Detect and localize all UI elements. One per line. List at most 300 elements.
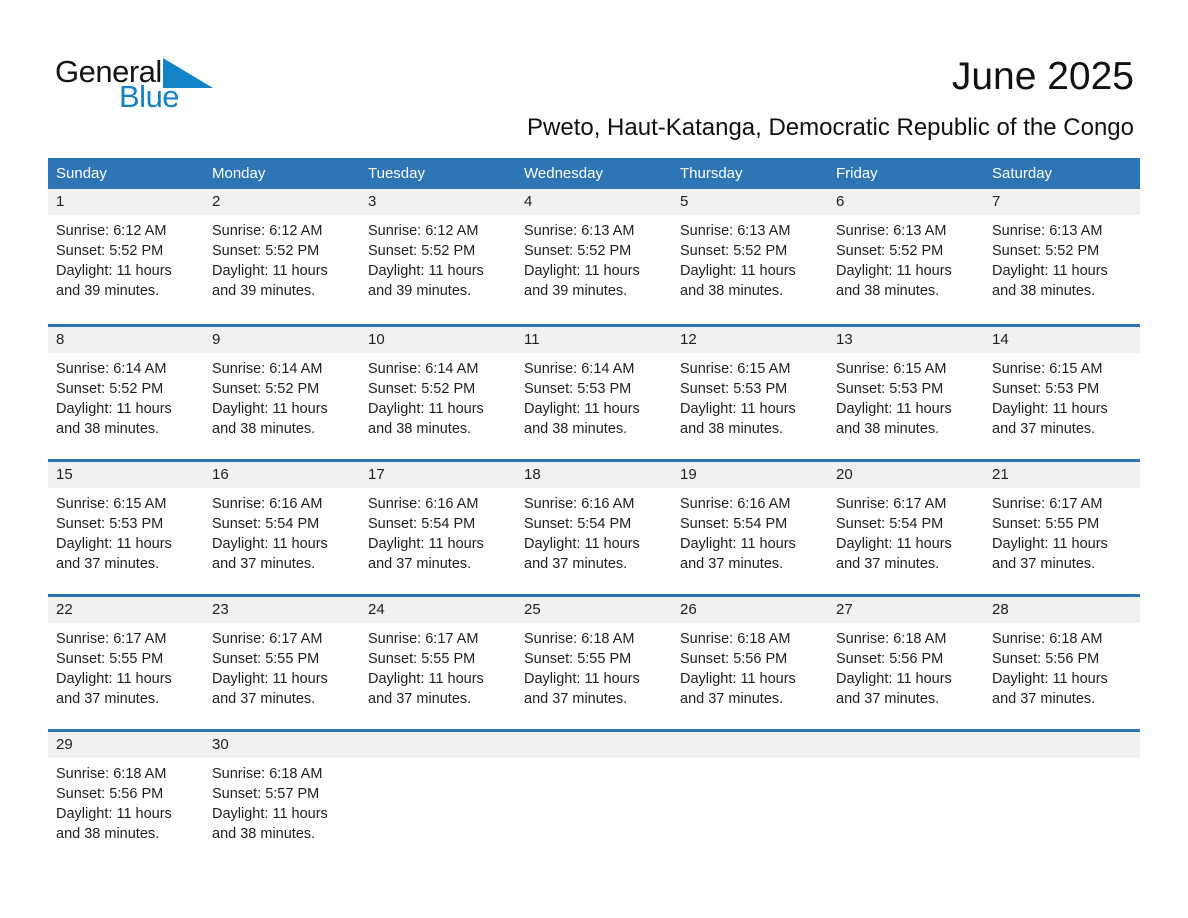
daylight-line — [992, 261, 1128, 301]
sunset-line-label: Sunset: — [524, 381, 574, 397]
day-number: 3 — [360, 189, 516, 215]
day-details — [516, 758, 672, 764]
daylight-line-label: Daylight: — [212, 671, 269, 687]
sunrise-line-value: 6:12 AM — [269, 223, 323, 239]
daylight-line-label: Daylight: — [992, 401, 1049, 417]
sunrise-line-value: 6:17 AM — [893, 496, 947, 512]
sunrise-line — [368, 629, 504, 649]
daylight-line — [212, 669, 348, 709]
day-cell-27 — [828, 597, 984, 729]
sunset-line-label: Sunset: — [992, 381, 1042, 397]
sunrise-line-label: Sunrise: — [524, 631, 578, 647]
sunset-line-label: Sunset: — [368, 381, 418, 397]
sunrise-line — [992, 629, 1128, 649]
day-cell-3 — [360, 189, 516, 324]
sunset-line — [836, 379, 972, 399]
sunset-line-value: 5:53 PM — [577, 381, 632, 397]
weekday-friday: Friday — [836, 165, 878, 182]
sunrise-line-label: Sunrise: — [212, 766, 266, 782]
sunrise-line-label: Sunrise: — [56, 361, 110, 377]
sunrise-line-value: 6:16 AM — [581, 496, 635, 512]
sunrise-line-value: 6:17 AM — [269, 631, 323, 647]
sunset-line-value: 5:53 PM — [889, 381, 944, 397]
week-row — [48, 459, 1140, 594]
day-number: 26 — [672, 597, 828, 623]
daylight-line-value: 11 hours and 37 minutes. — [212, 536, 328, 572]
sunrise-line-value: 6:18 AM — [113, 766, 167, 782]
sunrise-line-value: 6:15 AM — [113, 496, 167, 512]
daylight-line-label: Daylight: — [56, 536, 113, 552]
day-cell-4 — [516, 189, 672, 324]
daylight-line-value: 11 hours and 38 minutes. — [56, 401, 172, 437]
day-number: 23 — [204, 597, 360, 623]
sunrise-line-value: 6:12 AM — [425, 223, 479, 239]
sunset-line-value: 5:55 PM — [577, 651, 632, 667]
daylight-line-label: Daylight: — [212, 536, 269, 552]
day-number: 1 — [48, 189, 204, 215]
day-number: 10 — [360, 327, 516, 353]
sunrise-line — [212, 764, 348, 784]
sunset-line-value: 5:52 PM — [265, 381, 320, 397]
weekday-sunday: Sunday — [56, 165, 107, 182]
sunset-line-value: 5:52 PM — [421, 381, 476, 397]
sunrise-line — [836, 359, 972, 379]
daylight-line-value: 11 hours and 37 minutes. — [992, 536, 1108, 572]
sunset-line-label: Sunset: — [56, 381, 106, 397]
sunrise-line-label: Sunrise: — [680, 223, 734, 239]
sunset-line-label: Sunset: — [212, 516, 262, 532]
sunrise-line-label: Sunrise: — [368, 223, 422, 239]
day-number: 29 — [48, 732, 204, 758]
sunrise-line — [836, 221, 972, 241]
daylight-line-label: Daylight: — [56, 671, 113, 687]
sunset-line — [680, 514, 816, 534]
sunrise-line — [56, 764, 192, 784]
sunset-line-value: 5:56 PM — [109, 786, 164, 802]
week-row — [48, 594, 1140, 729]
day-details — [48, 623, 204, 709]
sunrise-line-label: Sunrise: — [992, 631, 1046, 647]
week-row — [48, 324, 1140, 459]
sunrise-line — [212, 221, 348, 241]
sunset-line — [524, 241, 660, 261]
day-cell-23 — [204, 597, 360, 729]
sunrise-line-value: 6:13 AM — [1049, 223, 1103, 239]
sunrise-line-value: 6:13 AM — [581, 223, 635, 239]
weekday-wednesday: Wednesday — [524, 165, 603, 182]
daylight-line-label: Daylight: — [56, 401, 113, 417]
sunset-line-label: Sunset: — [56, 786, 106, 802]
day-details — [204, 353, 360, 439]
sunset-line-label: Sunset: — [368, 243, 418, 259]
day-details — [360, 758, 516, 764]
day-number: 30 — [204, 732, 360, 758]
sunrise-line-label: Sunrise: — [680, 496, 734, 512]
sunrise-line-value: 6:16 AM — [425, 496, 479, 512]
daylight-line — [368, 261, 504, 301]
sunrise-line-value: 6:13 AM — [737, 223, 791, 239]
sunrise-line — [368, 494, 504, 514]
sunset-line — [992, 379, 1128, 399]
day-number: 14 — [984, 327, 1140, 353]
day-details — [204, 623, 360, 709]
sunrise-line-value: 6:18 AM — [893, 631, 947, 647]
weekday-header-row — [48, 158, 1140, 189]
daylight-line — [56, 804, 192, 844]
daylight-line-value: 11 hours and 38 minutes. — [992, 263, 1108, 299]
day-details — [672, 758, 828, 764]
day-details — [204, 488, 360, 574]
sunset-line-value: 5:56 PM — [889, 651, 944, 667]
day-cell-12 — [672, 327, 828, 459]
day-details — [984, 215, 1140, 301]
day-cell-1 — [48, 189, 204, 324]
sunrise-line-value: 6:16 AM — [269, 496, 323, 512]
daylight-line-value: 11 hours and 37 minutes. — [680, 671, 796, 707]
day-cell-24 — [360, 597, 516, 729]
sunset-line-value: 5:52 PM — [265, 243, 320, 259]
day-number: 5 — [672, 189, 828, 215]
sunset-line-value: 5:52 PM — [733, 243, 788, 259]
daylight-line-label: Daylight: — [212, 401, 269, 417]
sunset-line — [836, 649, 972, 669]
daylight-line — [368, 399, 504, 439]
day-details — [672, 623, 828, 709]
day-number: 6 — [828, 189, 984, 215]
daylight-line — [992, 669, 1128, 709]
sunrise-line — [680, 629, 816, 649]
sunset-line — [836, 241, 972, 261]
daylight-line — [212, 534, 348, 574]
day-details — [984, 758, 1140, 764]
day-cell-empty — [828, 732, 984, 864]
sunset-line — [368, 649, 504, 669]
daylight-line-label: Daylight: — [524, 536, 581, 552]
daylight-line — [212, 261, 348, 301]
day-cell-9 — [204, 327, 360, 459]
sunset-line-value: 5:53 PM — [733, 381, 788, 397]
sunset-line-label: Sunset: — [524, 243, 574, 259]
day-cell-14 — [984, 327, 1140, 459]
day-number: 4 — [516, 189, 672, 215]
week-row — [48, 189, 1140, 324]
sunrise-line — [524, 629, 660, 649]
sunrise-line-label: Sunrise: — [524, 361, 578, 377]
day-details — [984, 623, 1140, 709]
sunrise-line — [836, 494, 972, 514]
sunset-line — [836, 514, 972, 534]
daylight-line — [212, 804, 348, 844]
sunset-line — [56, 649, 192, 669]
day-number — [516, 732, 672, 758]
day-details — [360, 353, 516, 439]
sunset-line-value: 5:55 PM — [1045, 516, 1100, 532]
daylight-line — [524, 534, 660, 574]
day-number: 28 — [984, 597, 1140, 623]
daylight-line — [836, 261, 972, 301]
daylight-line-label: Daylight: — [368, 263, 425, 279]
page-subtitle: Pweto, Haut-Katanga, Democratic Republic of the Congo — [527, 114, 1134, 141]
daylight-line — [680, 399, 816, 439]
daylight-line-value: 11 hours and 37 minutes. — [836, 536, 952, 572]
day-cell-10 — [360, 327, 516, 459]
sunset-line-label: Sunset: — [992, 516, 1042, 532]
sunrise-line-label: Sunrise: — [836, 223, 890, 239]
sunset-line — [524, 379, 660, 399]
daylight-line-value: 11 hours and 37 minutes. — [368, 536, 484, 572]
logo-word-blue: Blue — [119, 79, 180, 114]
day-cell-11 — [516, 327, 672, 459]
daylight-line-label: Daylight: — [56, 263, 113, 279]
day-cell-empty — [360, 732, 516, 864]
day-cell-19 — [672, 462, 828, 594]
daylight-line — [56, 261, 192, 301]
sunrise-line-value: 6:15 AM — [893, 361, 947, 377]
sunrise-line-value: 6:18 AM — [581, 631, 635, 647]
sunset-line — [212, 784, 348, 804]
sunrise-line-value: 6:17 AM — [1049, 496, 1103, 512]
calendar-grid — [48, 189, 1140, 864]
day-number: 21 — [984, 462, 1140, 488]
sunset-line — [56, 241, 192, 261]
daylight-line-label: Daylight: — [368, 536, 425, 552]
sunset-line-label: Sunset: — [524, 651, 574, 667]
sunrise-line — [680, 494, 816, 514]
day-cell-empty — [984, 732, 1140, 864]
sunset-line-label: Sunset: — [836, 651, 886, 667]
sunrise-line-value: 6:14 AM — [425, 361, 479, 377]
weekday-saturday: Saturday — [992, 165, 1053, 182]
sunrise-line-label: Sunrise: — [992, 223, 1046, 239]
daylight-line-label: Daylight: — [212, 806, 269, 822]
day-cell-25 — [516, 597, 672, 729]
daylight-line-label: Daylight: — [836, 536, 893, 552]
sunrise-line — [836, 629, 972, 649]
day-number: 17 — [360, 462, 516, 488]
day-cell-empty — [672, 732, 828, 864]
daylight-line-label: Daylight: — [836, 401, 893, 417]
daylight-line-value: 11 hours and 38 minutes. — [212, 401, 328, 437]
daylight-line-value: 11 hours and 38 minutes. — [680, 401, 796, 437]
day-details — [672, 215, 828, 301]
sunset-line-value: 5:53 PM — [1045, 381, 1100, 397]
daylight-line-value: 11 hours and 38 minutes. — [524, 401, 640, 437]
day-details — [360, 623, 516, 709]
daylight-line-value: 11 hours and 39 minutes. — [212, 263, 328, 299]
day-number — [360, 732, 516, 758]
sunset-line-value: 5:54 PM — [421, 516, 476, 532]
sunset-line-value: 5:57 PM — [265, 786, 320, 802]
sunset-line — [680, 241, 816, 261]
day-number: 7 — [984, 189, 1140, 215]
sunrise-line-value: 6:12 AM — [113, 223, 167, 239]
day-details — [672, 353, 828, 439]
day-cell-empty — [516, 732, 672, 864]
sunrise-line-value: 6:18 AM — [269, 766, 323, 782]
daylight-line-value: 11 hours and 38 minutes. — [212, 806, 328, 842]
sunset-line-label: Sunset: — [680, 651, 730, 667]
day-number: 25 — [516, 597, 672, 623]
day-number: 2 — [204, 189, 360, 215]
sunset-line-value: 5:56 PM — [733, 651, 788, 667]
day-number: 18 — [516, 462, 672, 488]
daylight-line — [56, 669, 192, 709]
sunset-line — [212, 241, 348, 261]
day-details — [360, 215, 516, 301]
sunset-line — [368, 241, 504, 261]
sunrise-line — [524, 494, 660, 514]
sunrise-line-value: 6:13 AM — [893, 223, 947, 239]
daylight-line — [836, 669, 972, 709]
sunset-line-value: 5:54 PM — [577, 516, 632, 532]
sunrise-line-label: Sunrise: — [992, 496, 1046, 512]
sunset-line-label: Sunset: — [212, 786, 262, 802]
day-details — [516, 353, 672, 439]
day-number: 27 — [828, 597, 984, 623]
day-cell-8 — [48, 327, 204, 459]
daylight-line — [524, 669, 660, 709]
sunset-line-label: Sunset: — [836, 243, 886, 259]
day-cell-13 — [828, 327, 984, 459]
calendar-table — [48, 158, 1140, 864]
day-number: 16 — [204, 462, 360, 488]
daylight-line — [524, 399, 660, 439]
sunset-line-label: Sunset: — [368, 651, 418, 667]
daylight-line-label: Daylight: — [992, 263, 1049, 279]
day-details — [828, 353, 984, 439]
sunset-line — [212, 514, 348, 534]
daylight-line-label: Daylight: — [836, 671, 893, 687]
day-details — [672, 488, 828, 574]
daylight-line-label: Daylight: — [836, 263, 893, 279]
day-details — [828, 488, 984, 574]
day-cell-15 — [48, 462, 204, 594]
day-number: 8 — [48, 327, 204, 353]
daylight-line — [836, 534, 972, 574]
sunset-line — [680, 379, 816, 399]
day-number: 11 — [516, 327, 672, 353]
day-details — [984, 353, 1140, 439]
sunrise-line-label: Sunrise: — [56, 496, 110, 512]
sunset-line-value: 5:52 PM — [109, 381, 164, 397]
sunset-line-label: Sunset: — [368, 516, 418, 532]
sunset-line — [524, 649, 660, 669]
sunset-line-label: Sunset: — [524, 516, 574, 532]
sunset-line-label: Sunset: — [56, 243, 106, 259]
sunrise-line — [992, 221, 1128, 241]
day-number: 12 — [672, 327, 828, 353]
day-details — [984, 488, 1140, 574]
sunrise-line-label: Sunrise: — [992, 361, 1046, 377]
sunrise-line-label: Sunrise: — [836, 631, 890, 647]
daylight-line-label: Daylight: — [524, 263, 581, 279]
sunrise-line-value: 6:18 AM — [737, 631, 791, 647]
day-details — [828, 215, 984, 301]
day-cell-7 — [984, 189, 1140, 324]
sunrise-line — [992, 494, 1128, 514]
day-cell-22 — [48, 597, 204, 729]
daylight-line-value: 11 hours and 38 minutes. — [680, 263, 796, 299]
daylight-line-label: Daylight: — [992, 671, 1049, 687]
sunset-line-value: 5:55 PM — [421, 651, 476, 667]
sunrise-line-label: Sunrise: — [836, 361, 890, 377]
sunrise-line-label: Sunrise: — [836, 496, 890, 512]
day-cell-18 — [516, 462, 672, 594]
daylight-line-label: Daylight: — [524, 401, 581, 417]
daylight-line-value: 11 hours and 37 minutes. — [992, 401, 1108, 437]
sunrise-line-label: Sunrise: — [524, 223, 578, 239]
daylight-line — [680, 669, 816, 709]
sunset-line-value: 5:52 PM — [889, 243, 944, 259]
sunrise-line-label: Sunrise: — [212, 361, 266, 377]
day-number: 9 — [204, 327, 360, 353]
sunrise-line-value: 6:17 AM — [425, 631, 479, 647]
day-details — [516, 623, 672, 709]
logo-word-general: General — [55, 54, 162, 89]
general-blue-logo — [55, 56, 213, 112]
sunset-line — [992, 514, 1128, 534]
day-number: 13 — [828, 327, 984, 353]
sunset-line — [680, 649, 816, 669]
sunset-line-label: Sunset: — [212, 381, 262, 397]
day-number — [672, 732, 828, 758]
sunrise-line — [56, 494, 192, 514]
sunrise-line-label: Sunrise: — [56, 223, 110, 239]
page-title: June 2025 — [951, 55, 1134, 98]
week-row — [48, 729, 1140, 864]
weekday-monday: Monday — [212, 165, 266, 182]
sunrise-line-value: 6:14 AM — [581, 361, 635, 377]
sunset-line-label: Sunset: — [680, 381, 730, 397]
sunrise-line-label: Sunrise: — [212, 631, 266, 647]
day-details — [516, 488, 672, 574]
day-number: 22 — [48, 597, 204, 623]
sunset-line-value: 5:52 PM — [421, 243, 476, 259]
day-cell-5 — [672, 189, 828, 324]
daylight-line-label: Daylight: — [56, 806, 113, 822]
sunrise-line — [680, 221, 816, 241]
sunrise-line — [524, 359, 660, 379]
day-details — [48, 353, 204, 439]
sunset-line-label: Sunset: — [56, 651, 106, 667]
day-details — [204, 758, 360, 844]
day-number: 15 — [48, 462, 204, 488]
sunrise-line-label: Sunrise: — [212, 223, 266, 239]
daylight-line-label: Daylight: — [524, 671, 581, 687]
daylight-line-value: 11 hours and 38 minutes. — [836, 263, 952, 299]
day-details — [48, 758, 204, 844]
sunset-line-label: Sunset: — [680, 516, 730, 532]
sunrise-line-value: 6:18 AM — [1049, 631, 1103, 647]
daylight-line-label: Daylight: — [680, 536, 737, 552]
daylight-line-value: 11 hours and 37 minutes. — [524, 671, 640, 707]
sunrise-line-value: 6:15 AM — [737, 361, 791, 377]
sunset-line-label: Sunset: — [212, 243, 262, 259]
day-cell-21 — [984, 462, 1140, 594]
daylight-line-value: 11 hours and 38 minutes. — [56, 806, 172, 842]
sunset-line-value: 5:53 PM — [109, 516, 164, 532]
day-cell-29 — [48, 732, 204, 864]
day-cell-30 — [204, 732, 360, 864]
sunrise-line — [212, 629, 348, 649]
day-number: 24 — [360, 597, 516, 623]
sunset-line-value: 5:56 PM — [1045, 651, 1100, 667]
daylight-line — [524, 261, 660, 301]
day-details — [828, 623, 984, 709]
day-number — [984, 732, 1140, 758]
sunrise-line — [212, 359, 348, 379]
sunset-line — [368, 379, 504, 399]
